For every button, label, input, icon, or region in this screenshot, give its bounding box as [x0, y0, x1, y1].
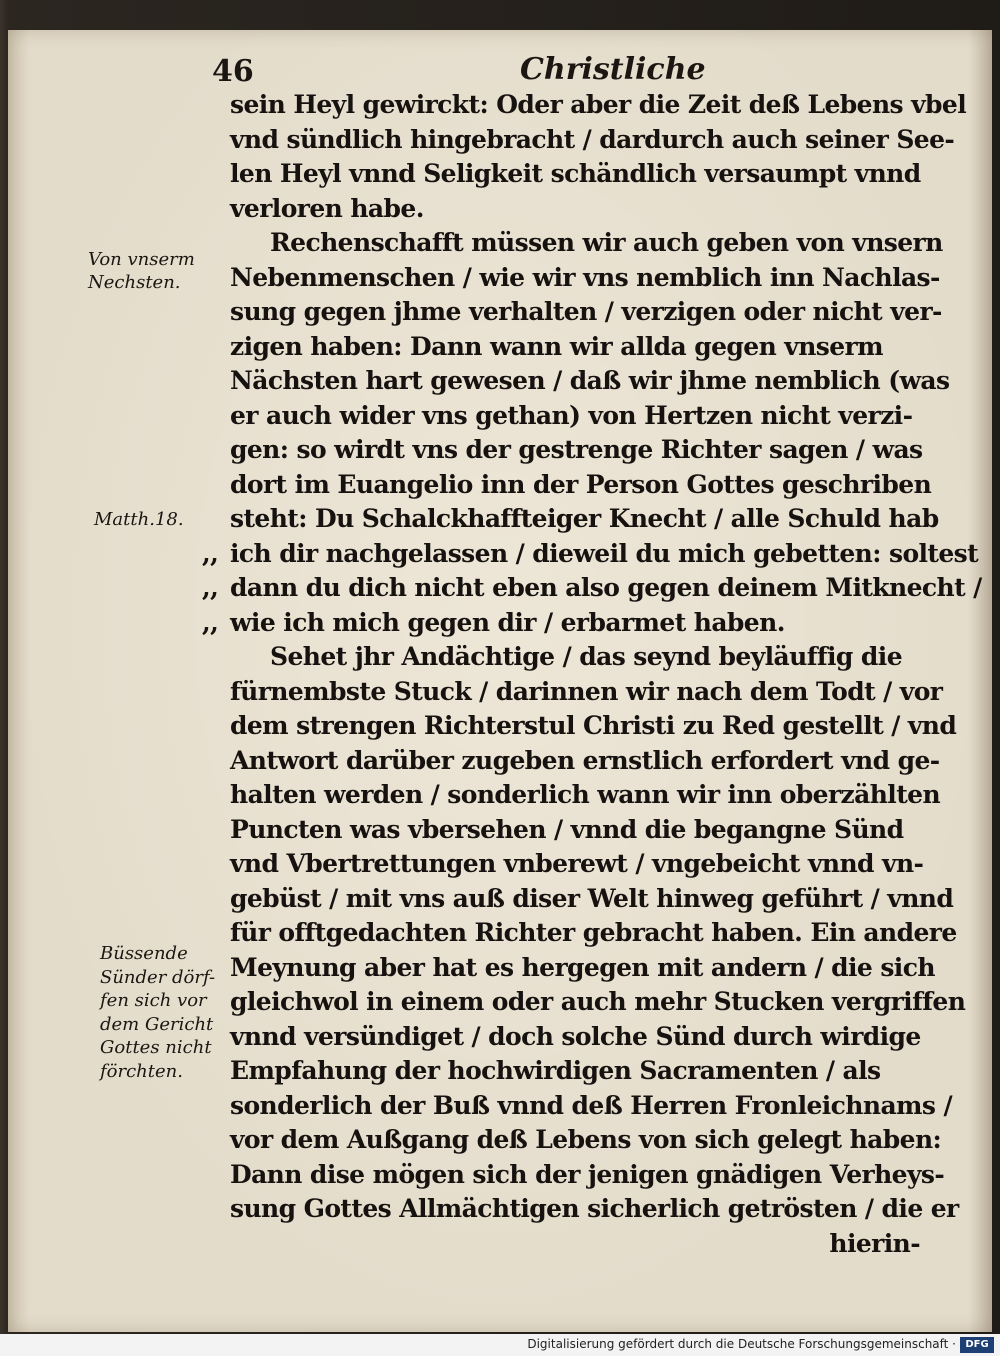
text-line: Antwort darüber zugeben ernstlich erfordert vnd ge-: [230, 745, 940, 775]
text-line: Rechenschafft müssen wir auch geben von vnsern: [270, 228, 943, 257]
text-line: steht: Du Schalckhaffteiger Knecht / alle Schuld hab: [230, 504, 939, 533]
text-line: sein Heyl gewirckt: Oder aber die Zeit deß Lebens vbel: [230, 90, 967, 119]
dfg-logo: DFG: [960, 1337, 994, 1353]
text-line: sonderlich der Buß vnnd deß Herren Fronleichnams /: [230, 1090, 953, 1120]
text-line: Nebenmenschen / wie wir vns nemblich inn Nachlas-: [230, 262, 940, 292]
quote-mark: ,,: [202, 538, 219, 568]
text-line: gen: so wirdt vns der gestrenge Richter sagen / was: [230, 435, 923, 464]
quoted-line: [202, 606, 930, 641]
footer-bar: [0, 1334, 1000, 1356]
page-number: 46: [212, 54, 254, 89]
text-line: fürnembste Stuck / darinnen wir nach dem Todt / vor: [230, 676, 943, 706]
text-line: halten werden / sonderlich wann wir inn oberzählten: [230, 780, 941, 809]
margin-note-nechsten: Von vnserm Nechsten.: [88, 249, 195, 293]
text-line: vnd Vbertrettungen vnberewt / vngebeicht vnnd vn-: [230, 849, 924, 878]
body-text: [202, 88, 982, 1261]
margin-note-buessende: Büssende Sünder dörf- fen sich vor dem Gericht Gottes nicht förchten.: [100, 943, 216, 1082]
catchword: hierin-: [829, 1228, 920, 1258]
running-head: Christliche: [520, 52, 706, 87]
text-line: sung Gottes Allmächtigen sicherlich getrösten / die er: [230, 1194, 959, 1223]
text-line: vnnd versündiget / doch solche Sünd durch wirdige: [230, 1021, 921, 1051]
funding-notice: Digitalisierung gefördert durch die Deutsche Forschungsgemeinschaft ·: [527, 1337, 956, 1351]
text-line: verloren habe.: [230, 193, 424, 223]
text-line: sung gegen jhme verhalten / verzigen oder nicht ver-: [230, 297, 942, 326]
text-line: vnd sündlich hingebracht / dardurch auch seiner See-: [230, 124, 955, 154]
text-line: dann du dich nicht eben also gegen deinem Mitknecht /: [230, 573, 982, 602]
text-line: Nächsten hart gewesen / daß wir jhme nemblich (was: [230, 366, 950, 395]
text-line: vor dem Außgang deß Lebens von sich gelegt haben:: [230, 1125, 942, 1154]
text-line: Dann dise mögen sich der jenigen gnädigen Verheys-: [230, 1159, 945, 1189]
quoted-line: [202, 571, 982, 606]
text-line: gebüst / mit vns auß diser Welt hinweg geführt / vnnd: [230, 883, 954, 913]
text-line: dort im Euangelio inn der Person Gottes geschriben: [230, 469, 932, 499]
text-line: Puncten was vbersehen / vnnd die begangne Sünd: [230, 814, 904, 844]
margin-note-matth: Matth.18.: [94, 509, 184, 530]
quote-mark: ,,: [202, 573, 219, 602]
text-line: Empfahung der hochwirdigen Sacramenten / als: [230, 1056, 881, 1085]
text-line: dem strengen Richterstul Christi zu Red gestellt / vnd: [230, 711, 957, 740]
text-line: für offtgedachten Richter gebracht haben. Ein andere: [230, 918, 957, 947]
text-line: len Heyl vnnd Seligkeit schändlich versaumpt vnnd: [230, 159, 921, 188]
text-line: ich dir nachgelassen / dieweil du mich gebetten: soltest: [230, 538, 979, 568]
text-line: er auch wider vns gethan) von Hertzen nicht verzi-: [230, 400, 913, 430]
text-line: gleichwol in einem oder auch mehr Stucken vergriffen: [230, 987, 966, 1016]
text-line: Meynung aber hat es hergegen mit andern / die sich: [230, 952, 935, 982]
text-line: zigen haben: Dann wann wir allda gegen vnserm: [230, 331, 883, 361]
text-line: wie ich mich gegen dir / erbarmet haben.: [230, 607, 785, 637]
quote-mark: ,,: [202, 607, 219, 637]
text-line: Sehet jhr Andächtige / das seynd beyläuffig die: [270, 642, 902, 671]
quoted-line: [202, 537, 979, 572]
